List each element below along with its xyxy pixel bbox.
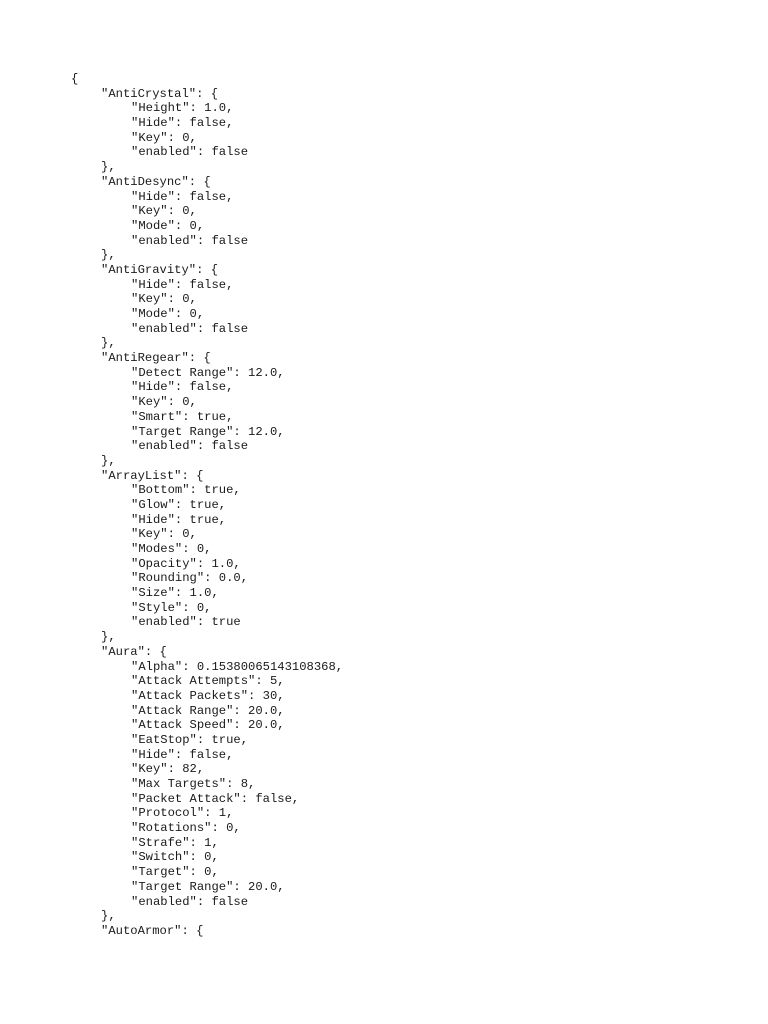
section-entry: "Packet Attack": false, (131, 791, 300, 806)
section-close: }, (101, 336, 116, 351)
section-aura (71, 645, 343, 924)
section-entry: "Smart": true, (131, 409, 234, 424)
section-antigravity (71, 263, 343, 351)
section-entry: "Size": 1.0, (131, 586, 219, 601)
section-close: }, (101, 248, 116, 263)
section-entry: "Target": 0, (131, 865, 219, 880)
section-entry: "Hide": false, (131, 747, 234, 762)
section-entry: "Hide": false, (131, 380, 234, 395)
section-entry: "Height": 1.0, (131, 101, 234, 116)
section-entry: "enabled": false (131, 894, 249, 909)
section-arraylist (71, 469, 343, 645)
section-entry: "Modes": 0, (131, 542, 212, 556)
section-entry: "Target Range": 12.0, (131, 424, 285, 439)
section-header: "AntiGravity": { (101, 262, 219, 277)
section-entry: "Mode": 0, (131, 218, 205, 233)
section-entry: "Protocol": 1, (131, 806, 234, 821)
section-close: }, (101, 630, 116, 645)
section-entry: "Target Range": 20.0, (131, 879, 285, 894)
section-entry: "Bottom": true, (131, 483, 241, 498)
section-entry: "Alpha": 0.15380065143108368, (131, 659, 344, 674)
section-header: "AntiDesync": { (101, 174, 211, 189)
section-entry: "Mode": 0, (131, 307, 205, 321)
section-entry: "Hide": true, (131, 512, 227, 527)
section-entry: "enabled": false (131, 321, 249, 336)
section-entry: "EatStop": true, (131, 732, 249, 747)
section-entry: "Key": 0, (131, 130, 197, 145)
section-entry: "Opacity": 1.0, (131, 556, 241, 571)
section-entry: "enabled": false (131, 145, 249, 160)
section-entry: "Attack Speed": 20.0, (131, 718, 285, 733)
section-entry: "Attack Attempts": 5, (131, 674, 285, 689)
section-header: "ArrayList": { (101, 468, 204, 483)
section-close: }, (101, 909, 116, 924)
section-close: }, (101, 160, 116, 175)
section-entry: "Rotations": 0, (131, 821, 241, 836)
section-entry: "Key": 0, (131, 292, 197, 307)
section-entry: "Attack Packets": 30, (131, 688, 285, 703)
section-header-autoarmor: "AutoArmor": { (101, 923, 204, 938)
section-anticrystal (71, 87, 343, 175)
section-entry: "Max Targets": 8, (131, 777, 256, 791)
json-config-document (71, 72, 343, 939)
section-entry: "Key": 0, (131, 527, 197, 542)
section-header: "Aura": { (101, 644, 167, 659)
section-close: }, (101, 453, 116, 468)
section-entry: "Key": 0, (131, 395, 197, 410)
section-entry: "Hide": false, (131, 116, 234, 131)
section-entry: "Key": 82, (131, 762, 205, 777)
section-entry: "enabled": false (131, 233, 249, 248)
open-brace: { (71, 72, 79, 86)
section-entry: "Switch": 0, (131, 850, 219, 865)
section-entry: "Key": 0, (131, 204, 197, 219)
section-entry: "Attack Range": 20.0, (131, 703, 285, 718)
section-entry: "Strafe": 1, (131, 835, 219, 850)
section-antidesync (71, 175, 343, 263)
section-entry: "Style": 0, (131, 600, 212, 615)
section-antiregear (71, 351, 343, 469)
section-entry: "Hide": false, (131, 189, 234, 204)
section-entry: "Glow": true, (131, 497, 227, 512)
section-header: "AntiRegear": { (101, 351, 211, 366)
section-entry: "Detect Range": 12.0, (131, 365, 285, 380)
section-entry: "enabled": true (131, 615, 241, 630)
section-entry: "enabled": false (131, 439, 249, 454)
section-entry: "Hide": false, (131, 277, 234, 292)
section-entry: "Rounding": 0.0, (131, 571, 249, 586)
section-header: "AntiCrystal": { (101, 86, 219, 101)
